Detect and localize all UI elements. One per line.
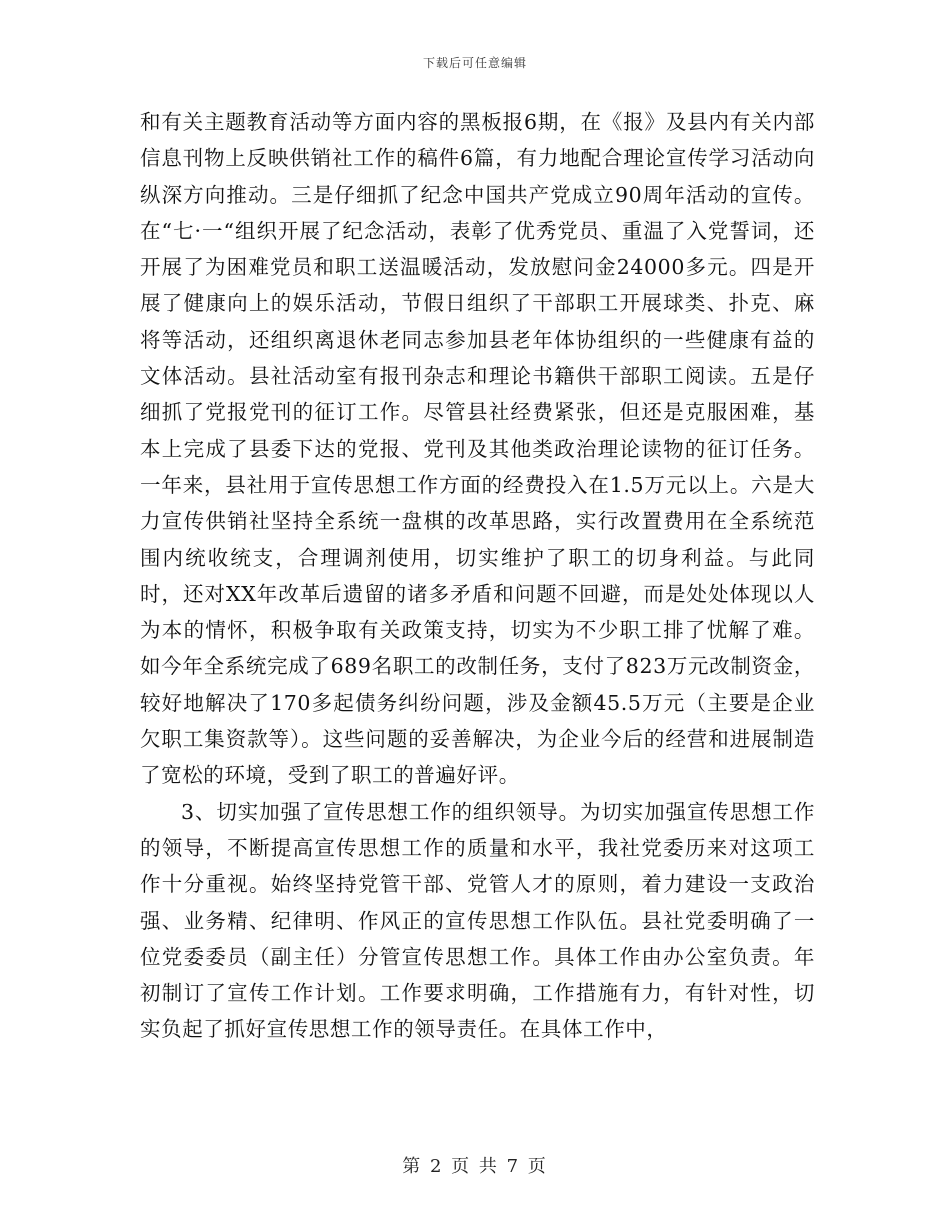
document-body <box>140 104 815 1048</box>
page-header: 下载后可任意编辑 <box>422 56 527 70</box>
paragraph-section-3: 3、切实加强了宣传思想工作的组织领导。为切实加强宣传思想工作的领导，不断提高宣传思想工作的质量和水平，我社党委历来对这项工作十分重视。始终坚持党管干部、党管人才的原则，着力建设一支政治强、业务精、纪律明、作风正的宣传思想工作队伍。县社党委明确了一位党委委员（副主任）分管宣传思想工作。具体工作由办公室负责。年初制订了宣传工作计划。工作要求明确，工作措施有力，有针对性，切实负起了抓好宣传思想工作的领导责任。在具体工作中， <box>140 799 815 1042</box>
page-number: 第 2 页 共 7 页 <box>402 1156 548 1177</box>
paragraph-continuation: 和有关主题教育活动等方面内容的黑板报6期，在《报》及县内有关内部信息刊物上反映供销社工作的稿件6篇，有力地配合理论宣传学习活动向纵深方向推动。三是仔细抓了纪念中国共产党成立90周年活动的宣传。在“七·一“组织开展了纪念活动，表彰了优秀党员、重温了入党誓词，还开展了为困难党员和职工送温暖活动，发放慰问金24000多元。四是开展了健康向上的娱乐活动，节假日组织了干部职工开展球类、扑克、麻将等活动，还组织离退休老同志参加县老年体协组织的一些健康有益的文体活动。县社活动室有报刊杂志和理论书籍供干部职工阅读。五是仔细抓了党报党刊的征订工作。尽管县社经费紧张，但还是克服困难，基本上完成了县委下达的党报、党刊及其他类政治理论读物的征订任务。一年来，县社用于宣传思想工作方面的经费投入在1.5万元以上。六是大力宣传供销社坚持全系统一盘棋的改革思路，实行改置费用在全系统范围内统收统支，合理调剂使用，切实维护了职工的切身利益。与此同时，还对XX年改革后遗留的诸多矛盾和问题不回避，而是处处体现以人为本的情怀，积极争取有关政策支持，切实为不少职工排了忧解了难。如今年全系统完成了689名职工的改制任务，支付了823万元改制资金，较好地解决了170多起债务纠纷问题，涉及金额45.5万元（主要是企业欠职工集资款等）。这些问题的妥善解决，为企业今后的经营和进展制造了宽松的环境，受到了职工的普遍好评。 <box>140 110 815 788</box>
